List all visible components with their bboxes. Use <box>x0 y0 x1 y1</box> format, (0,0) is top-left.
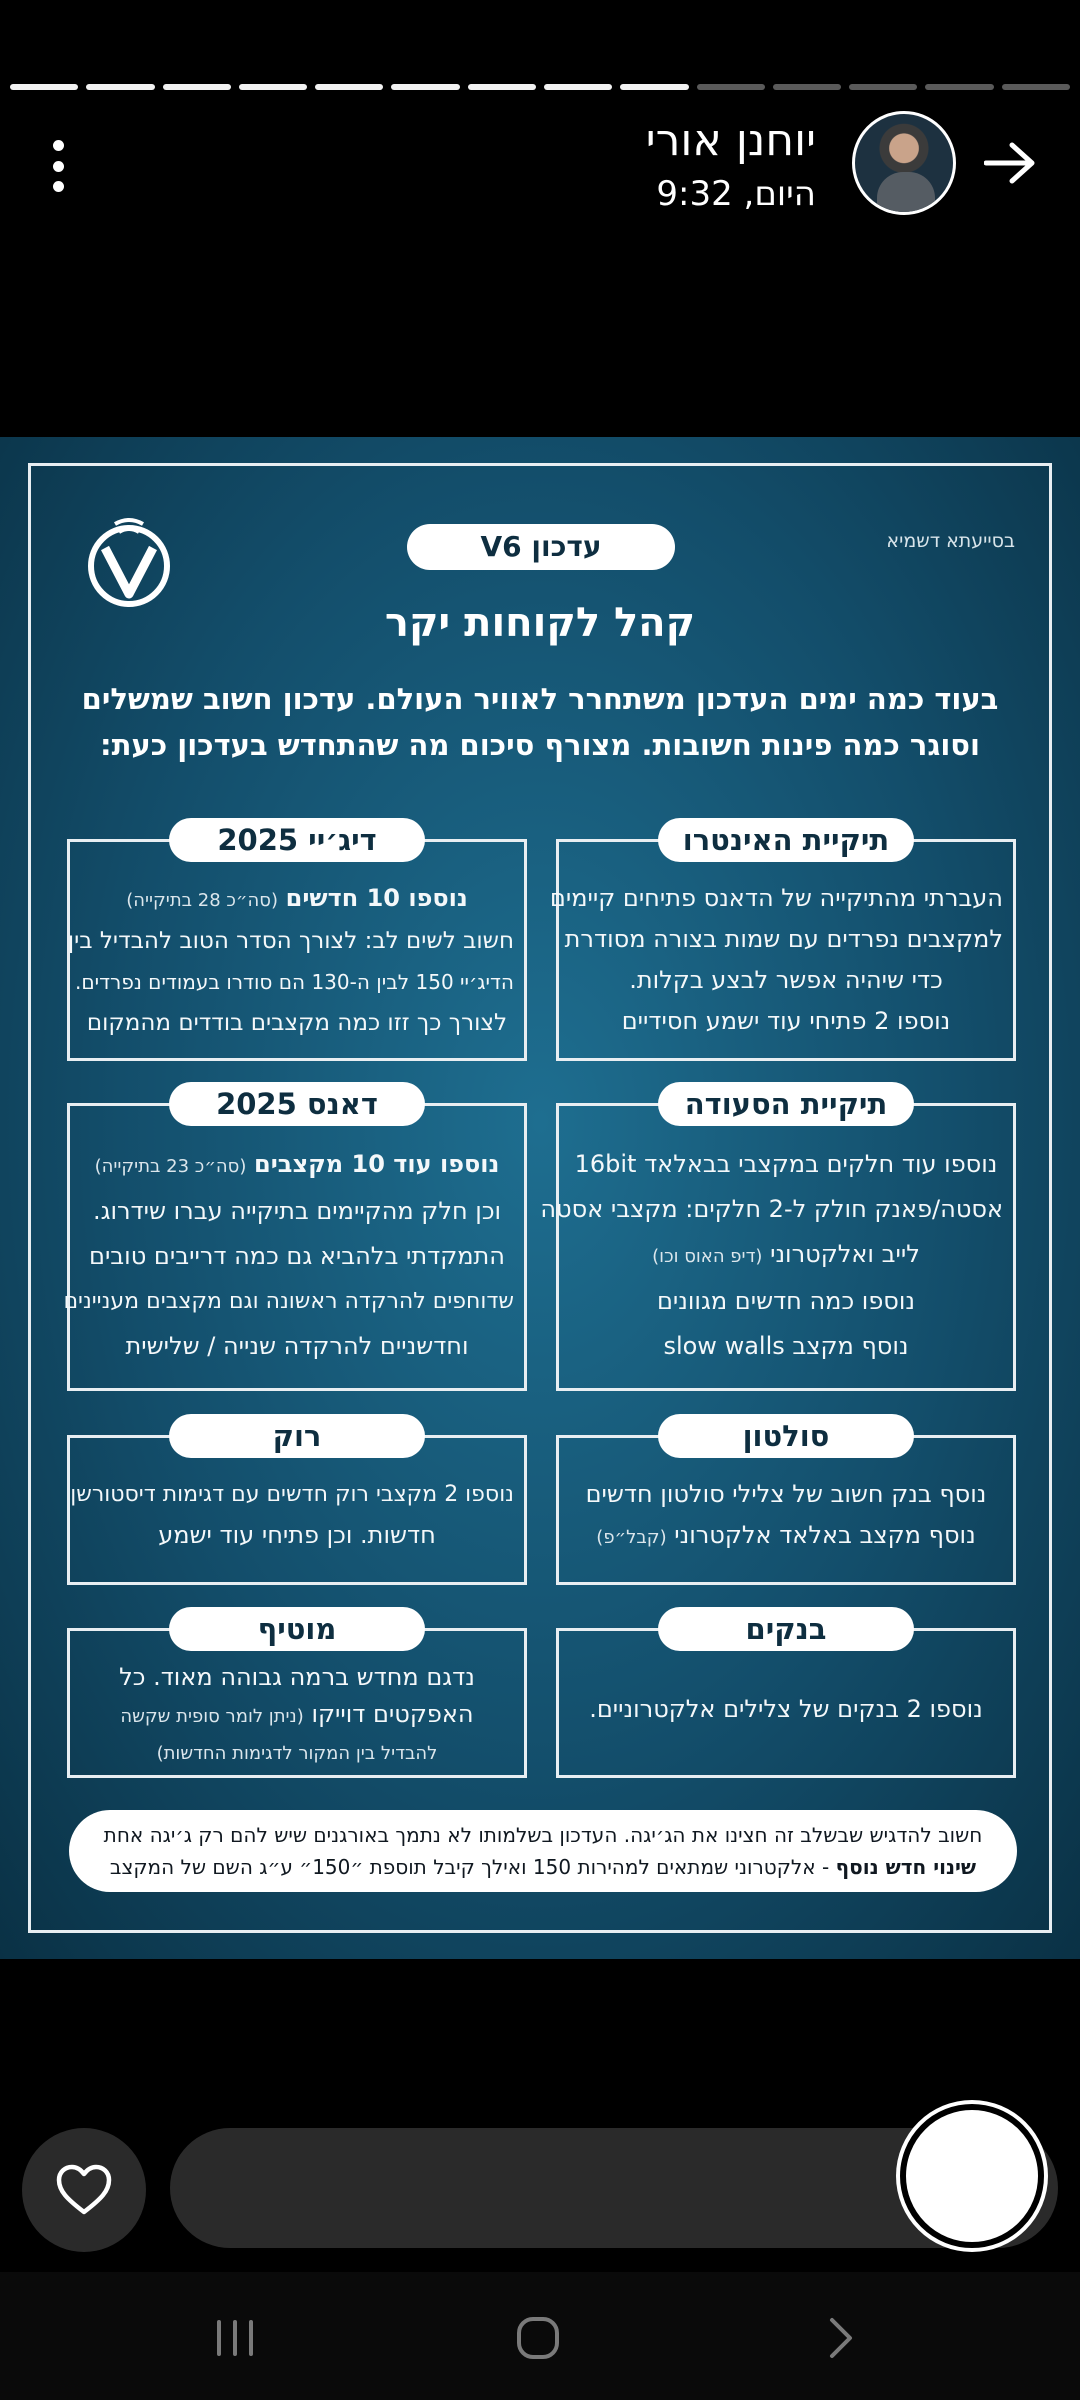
card-line: למקצבים נפרדים עם שמות בצורה מסודרת <box>564 925 1003 953</box>
author-name: יוחנן אורי <box>645 115 816 166</box>
card-title: דאנס 2025 <box>169 1082 425 1126</box>
card-motif <box>67 1612 527 1778</box>
progress-segment <box>391 84 459 90</box>
logo-icon <box>81 514 177 610</box>
card-line <box>80 1142 514 1189</box>
home-icon[interactable] <box>508 2308 568 2368</box>
heart-icon[interactable] <box>22 2128 146 2252</box>
card-body <box>569 1689 1003 1730</box>
progress-segment <box>1002 84 1070 90</box>
card-line-small: (קבל״פ) <box>596 1527 667 1548</box>
card-line-bold: נוספו עוד 10 מקצבים <box>254 1150 500 1178</box>
card-line: הדיג׳יי 150 לבין ה-130 הם סודרו בעמודים נפרדים. <box>75 970 514 994</box>
card-title: תיקיית הסעודה <box>658 1082 914 1126</box>
card-line <box>80 1696 514 1735</box>
card-intro-folder <box>549 823 1016 1061</box>
progress-segment <box>10 84 78 90</box>
card-title: מוטיף <box>169 1607 425 1651</box>
progress-segment <box>239 84 307 90</box>
card-line: כדי שיהיה אפשר לבצע בקלות. <box>629 966 943 994</box>
card-line: נדגם מחדש ברמה גבוהה מאוד. כל <box>119 1663 475 1691</box>
progress-segment <box>773 84 841 90</box>
card-line-small: (ניתן לומר סופית שקשה <box>120 1706 304 1727</box>
intro-line: וסוגר כמה פינות חשובות. מצורף סיכום מה שהתחדש בעדכון כעת: <box>100 728 980 762</box>
card-line: נוספו עוד חלקים במקצבי בבאלאד 16bit <box>574 1150 998 1178</box>
card-line: העברתי מהתיקייה של הדאנס פתיחים קיימים <box>549 884 1003 912</box>
poster-frame <box>28 463 1052 1933</box>
capture-button[interactable] <box>900 2104 1044 2248</box>
card-line: נוסף בנק חשוב של צלילי סולטון חדשים <box>585 1480 987 1508</box>
card-line: שדוחפים להרקדה ראשונה וגם מקצבים מעניינים <box>63 1289 514 1314</box>
card-line: נוסף מקצב slow walls <box>663 1332 909 1360</box>
card-body <box>67 878 514 1044</box>
card-title: בנקים <box>658 1607 914 1651</box>
card-line: חדשות. וכן פתיחי עוד ישמע <box>158 1521 436 1549</box>
card-line-small: (דיפ האוס וכו) <box>652 1246 763 1267</box>
card-line-text: האפקטים דוייקו <box>311 1700 474 1728</box>
progress-segment <box>315 84 383 90</box>
card-meal-folder <box>540 1087 1016 1391</box>
card-line: נוספו 2 פתיחי עוד ישמע חסידיים <box>621 1007 951 1035</box>
card-line: התמקדתי בלהביא גם כמה דרייבים טובים <box>89 1242 505 1270</box>
card-line <box>569 1515 1003 1558</box>
poster-headline: קהל לקוחות יקר <box>384 600 696 646</box>
timestamp: היום, 9:32 <box>656 174 816 214</box>
footer-line <box>69 1851 1017 1883</box>
progress-segment <box>849 84 917 90</box>
card-line: נוספו 2 מקצבי רוק חדשים עם דגימות דיסטורשן <box>70 1482 514 1507</box>
card-line-bold: נוספו 10 חדשים <box>285 884 468 912</box>
progress-segment <box>468 84 536 90</box>
card-line: נוספו כמה חדשים מגוונים <box>656 1287 916 1315</box>
card-line: לצורך כך זזו כמה מקצבים בודדים מהמקום <box>86 1010 508 1036</box>
card-line: חשוב לשים לב: לצורך הסדר הטוב להבדיל בין <box>67 928 514 954</box>
avatar[interactable] <box>852 111 956 215</box>
arrow-icon[interactable] <box>976 128 1046 198</box>
footer-line-text: - אלקטרוני שמתאים למהירות 150 ואילך קיבל תוספת ״150״ ע״ג השם של המקצב <box>109 1855 836 1879</box>
card-line-text: נוסף מקצב באלאד אלקטרוני <box>674 1521 976 1549</box>
credit-text: בסייעתא דשמיא <box>886 530 1015 552</box>
card-line-small: (סה״כ 23 בתיקייה) <box>94 1156 247 1177</box>
footer-bold: שינוי חדש נוסף <box>835 1855 977 1879</box>
recents-icon[interactable] <box>205 2308 265 2368</box>
back-chevron-icon[interactable] <box>810 2308 870 2368</box>
card-title: רוק <box>169 1414 425 1458</box>
card-line: אסטה/פאנק חולק ל-2 חלקים: מקצבי אסטה <box>540 1195 1003 1223</box>
card-body <box>70 1474 514 1556</box>
card-line-small: (סה״כ 28 בתיקייה) <box>126 890 278 911</box>
progress-segment <box>697 84 765 90</box>
card-line <box>80 878 514 921</box>
card-body <box>80 1659 514 1772</box>
card-dj-2025 <box>67 823 527 1061</box>
card-rock <box>67 1419 527 1585</box>
progress-segment <box>620 84 688 90</box>
card-dance-2025 <box>63 1087 527 1391</box>
card-line-text: לייב ואלקטרוני <box>770 1240 920 1268</box>
progress-segment <box>925 84 993 90</box>
footer-note <box>69 1810 1017 1892</box>
card-line-small: להבדיל בין המקור לדגימות החדשות) <box>156 1743 438 1764</box>
card-line: וכן חלק מהקיימים בתיקייה עברו שידרוג. <box>92 1197 502 1225</box>
card-title: דיג׳יי 2025 <box>169 818 425 862</box>
card-line: נוספו 2 בנקים של צלילים אלקטרוניים. <box>589 1695 983 1723</box>
card-sultan <box>556 1419 1016 1585</box>
story-progress-bar <box>10 84 1070 90</box>
version-badge: עדכון V6 <box>407 524 675 570</box>
card-body <box>63 1142 514 1369</box>
story-header <box>0 108 1080 224</box>
card-body <box>569 1474 1003 1558</box>
author-info[interactable] <box>646 114 816 216</box>
intro-line: בעוד כמה ימים העדכון משתחרר לאוויר העולם. עדכון חשוב שמשלים <box>81 682 999 716</box>
poster-intro <box>71 676 1009 768</box>
card-line: וחדשניים להרקדה שנייה / שלישית <box>125 1332 469 1360</box>
story-image <box>0 437 1080 1959</box>
progress-segment <box>163 84 231 90</box>
card-title: סולטון <box>658 1414 914 1458</box>
card-line <box>569 1232 1003 1279</box>
card-banks <box>556 1612 1016 1778</box>
card-body <box>549 878 1003 1042</box>
progress-segment <box>544 84 612 90</box>
system-nav-bar <box>0 2272 1080 2400</box>
footer-line: חשוב להדגיש שבשלב זה חצינו את הג׳יגה. העדכון בשלמותו לא נתמך באורגנים שיש להם רק ג׳יגה אחת <box>103 1823 983 1847</box>
card-title: תיקיית האינטרו <box>658 818 914 862</box>
card-body <box>540 1142 1003 1369</box>
more-vertical-icon[interactable] <box>40 140 76 192</box>
progress-segment <box>86 84 154 90</box>
